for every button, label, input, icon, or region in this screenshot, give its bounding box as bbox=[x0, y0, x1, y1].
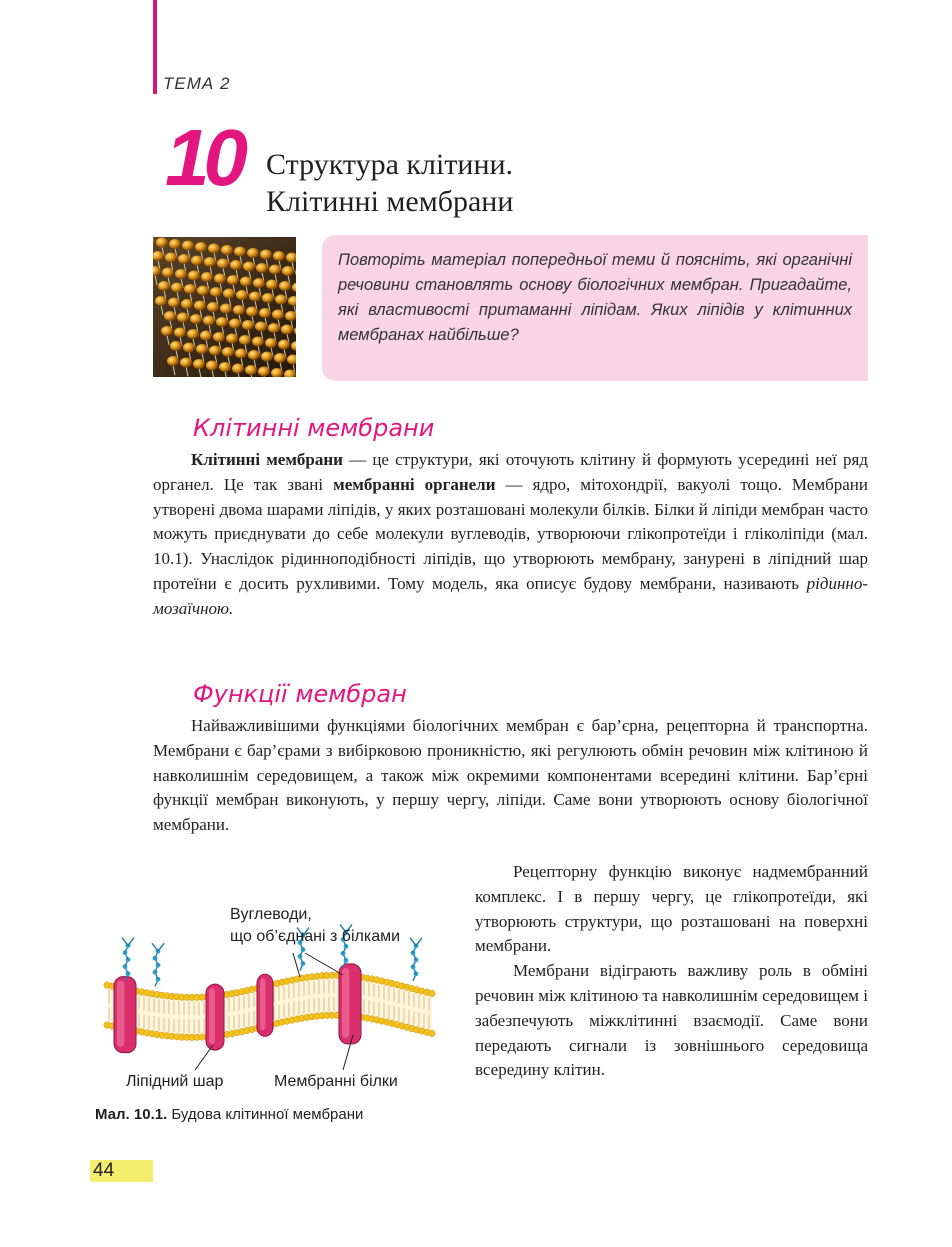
term-membrane-organelles: мембранні органели bbox=[333, 474, 496, 494]
lipid-head bbox=[266, 280, 278, 290]
lipid-head bbox=[208, 244, 220, 254]
page-number: 44 bbox=[93, 1160, 115, 1181]
lipid-head bbox=[260, 250, 272, 260]
carbohydrate-branch bbox=[128, 938, 134, 946]
paragraph-text: — це структури, які оточують клітину й формують усередині неї ряд органел. Це так звані bbox=[153, 450, 868, 494]
lipid-bilayer-photo bbox=[153, 237, 296, 377]
lipid-head bbox=[274, 353, 286, 363]
lipid-head bbox=[272, 310, 284, 320]
lipid-head bbox=[249, 292, 261, 302]
lipid-head bbox=[165, 253, 177, 263]
lipid-head bbox=[233, 305, 245, 315]
lipid-head bbox=[256, 263, 268, 273]
paragraph-cell-membranes bbox=[153, 448, 868, 622]
lipid-head bbox=[210, 287, 222, 297]
paragraph-text: — ядро, мітохондрії, вакуолі тощо. Мембрани утворені двома шарами ліпідів, у яких розташовані молекули білків. Білки й ліпіди мембран часто можуть приєднувати до себе молекули вуглеводів, утворюючи глікопротеїди і гліколіпіди (мал. 10.1). Унаслідок рідинноподібності ліпідів, що утворюють мембрану, занурені в ліпідний шар протеїни є досить рухливими. Тому модель, яка описує будову мембрани, називають bbox=[153, 474, 869, 593]
topic-accent-bar bbox=[153, 0, 157, 94]
pointer-line bbox=[195, 1045, 213, 1070]
lipid-head bbox=[188, 271, 200, 281]
lipid-head bbox=[265, 338, 277, 348]
membrane-protein-highlight bbox=[260, 978, 265, 1030]
paragraph-receptor-function bbox=[475, 860, 868, 1083]
carbohydrate-branch bbox=[122, 938, 128, 946]
paragraph-text: Рецепторну функцію виконує надмембранний комплекс. І в першу чергу, це глікопротеїди, які утворюють структури, що розташовані на поверхні мембрани. bbox=[475, 862, 868, 956]
lipid-head bbox=[178, 254, 190, 264]
membrane-protein-highlight bbox=[117, 981, 124, 1047]
lipid-head bbox=[155, 296, 167, 306]
lipid-head bbox=[282, 266, 294, 276]
lipid-head bbox=[227, 275, 239, 285]
question-text: Повторіть матеріал попередньої теми й поясніть, які органічні речовини становлять основу біологічних мембран. Пригадайте, які властивості притаманні ліпідам. Яких ліпідів у клітинних мембранах найбільше? bbox=[338, 251, 852, 344]
lipid-head bbox=[182, 241, 194, 251]
lipid-head bbox=[214, 274, 226, 284]
lipid-head bbox=[248, 350, 260, 360]
lipid-head bbox=[229, 319, 241, 329]
lipid-head bbox=[239, 335, 251, 345]
lipid-head bbox=[429, 1030, 435, 1036]
lipid-head bbox=[268, 323, 280, 333]
lipid-head bbox=[213, 332, 225, 342]
lipid-head bbox=[156, 238, 168, 248]
lipid-head bbox=[247, 248, 259, 258]
lipid-head bbox=[169, 239, 181, 249]
lipid-head bbox=[222, 347, 234, 357]
label-carbohydrates bbox=[230, 904, 400, 948]
carbohydrate-branch bbox=[152, 943, 158, 951]
lipid-head bbox=[190, 314, 202, 324]
section-heading-cell-membranes: Клітинні мембрани bbox=[193, 414, 435, 442]
pointer-line bbox=[305, 953, 343, 975]
lipid-head bbox=[162, 268, 174, 278]
lipid-head bbox=[174, 328, 186, 338]
lipid-head bbox=[216, 317, 228, 327]
lipid-head bbox=[164, 311, 176, 321]
lipid-head bbox=[223, 289, 235, 299]
chapter-number: 10 bbox=[165, 113, 242, 202]
lipid-head bbox=[170, 341, 182, 351]
lipid-head bbox=[168, 298, 180, 308]
lipid-head bbox=[158, 281, 170, 291]
term-fluid-mosaic: рідинно-мозаїчною. bbox=[153, 573, 868, 618]
lipid-head bbox=[195, 242, 207, 252]
figure-caption-text: Будова клітинної мембрани bbox=[167, 1106, 364, 1123]
lipid-head bbox=[279, 281, 291, 291]
term-cell-membranes: Клітинні мембрани bbox=[191, 450, 343, 469]
chapter-title bbox=[266, 146, 513, 220]
lipid-head bbox=[196, 344, 208, 354]
lipid-head bbox=[275, 295, 287, 305]
lipid-bilayer-photo-graphic bbox=[153, 237, 296, 377]
lipid-head bbox=[177, 313, 189, 323]
lipid-head bbox=[230, 260, 242, 270]
lipid-head bbox=[245, 365, 257, 375]
lipid-head bbox=[175, 269, 187, 279]
lipid-head bbox=[161, 326, 173, 336]
lipid-head bbox=[246, 307, 258, 317]
lipid-head bbox=[167, 356, 179, 366]
carbohydrate-branch bbox=[410, 938, 416, 946]
lipid-head bbox=[252, 337, 264, 347]
lipid-head bbox=[171, 283, 183, 293]
lipid-head bbox=[209, 346, 221, 356]
chapter-title-line1: Структура клітини. bbox=[266, 148, 514, 181]
lipid-head bbox=[234, 247, 246, 257]
lipid-head bbox=[429, 990, 435, 996]
lipid-head bbox=[255, 322, 267, 332]
label-lipid-layer: Ліпідний шар bbox=[126, 1073, 224, 1090]
lipid-head bbox=[191, 256, 203, 266]
lipid-head bbox=[240, 277, 252, 287]
carbohydrate-branch bbox=[416, 938, 422, 946]
label-carbohydrates-line1: Вуглеводи, bbox=[230, 906, 312, 923]
lipid-head bbox=[243, 262, 255, 272]
lipid-head bbox=[281, 325, 293, 335]
lipid-head bbox=[183, 343, 195, 353]
lipid-head bbox=[219, 362, 231, 372]
lipid-head bbox=[273, 251, 285, 261]
lipid-head bbox=[197, 286, 209, 296]
lipid-head bbox=[242, 320, 254, 330]
lipid-head bbox=[232, 364, 244, 374]
membrane-protein-highlight bbox=[209, 988, 215, 1044]
lipid-head bbox=[259, 308, 271, 318]
lipid-head bbox=[194, 301, 206, 311]
lipid-head bbox=[258, 367, 270, 377]
topic-label: ТЕМА 2 bbox=[163, 74, 231, 93]
paragraph-functions bbox=[153, 714, 868, 838]
lipid-head bbox=[203, 316, 215, 326]
carbohydrate-branch bbox=[158, 943, 164, 951]
lipid-head bbox=[261, 352, 273, 362]
lipid-head bbox=[184, 284, 196, 294]
lipid-head bbox=[204, 257, 216, 267]
label-membrane-proteins: Мембранні білки bbox=[274, 1073, 398, 1090]
lipid-head bbox=[221, 245, 233, 255]
lipid-head bbox=[253, 278, 265, 288]
label-carbohydrates-line2: що об’єднані з білками bbox=[230, 928, 401, 945]
chapter-title-line2: Клітинні мембрани bbox=[266, 185, 514, 218]
lipid-head bbox=[201, 272, 213, 282]
figure-caption bbox=[95, 1106, 363, 1123]
lipid-head bbox=[181, 299, 193, 309]
paragraph-text: Мембрани відіграють важливу роль в обміні речовин між клітиною та навколишнім середовищем і забезпечують міжклітинні взаємодії. Саме вони передають сигнали із зовнішнього середовища всередину клітин. bbox=[475, 961, 868, 1080]
lipid-head bbox=[269, 265, 281, 275]
lipid-head bbox=[207, 302, 219, 312]
lipid-head bbox=[262, 293, 274, 303]
lipid-head bbox=[236, 290, 248, 300]
lipid-head bbox=[278, 340, 290, 350]
section-heading-membrane-functions: Функції мембран bbox=[193, 680, 407, 708]
figure-caption-number: Мал. 10.1. bbox=[95, 1106, 168, 1123]
lipid-head bbox=[200, 331, 212, 341]
lipid-head bbox=[180, 358, 192, 368]
lipid-head bbox=[206, 361, 218, 371]
lipid-head bbox=[226, 334, 238, 344]
lipid-head bbox=[217, 259, 229, 269]
lipid-head bbox=[235, 349, 247, 359]
lipid-head bbox=[187, 329, 199, 339]
lipid-head bbox=[220, 304, 232, 314]
lipid-head bbox=[193, 359, 205, 369]
paragraph-text: Найважливішими функціями біологічних мембран є бар’єрна, рецепторна й транспортна. Мембрани є бар’єрами з вибірковою проникністю, які регулюють обмін речовин між клітиною й навколишнім середовищем, а також між окремими компонентами всередині клітини. Бар’єрні функції мембран виконують, у першу чергу, ліпіди. Саме вони утворюють основу біологічної мембрани. bbox=[153, 716, 868, 835]
membrane-protein-highlight bbox=[342, 968, 349, 1038]
